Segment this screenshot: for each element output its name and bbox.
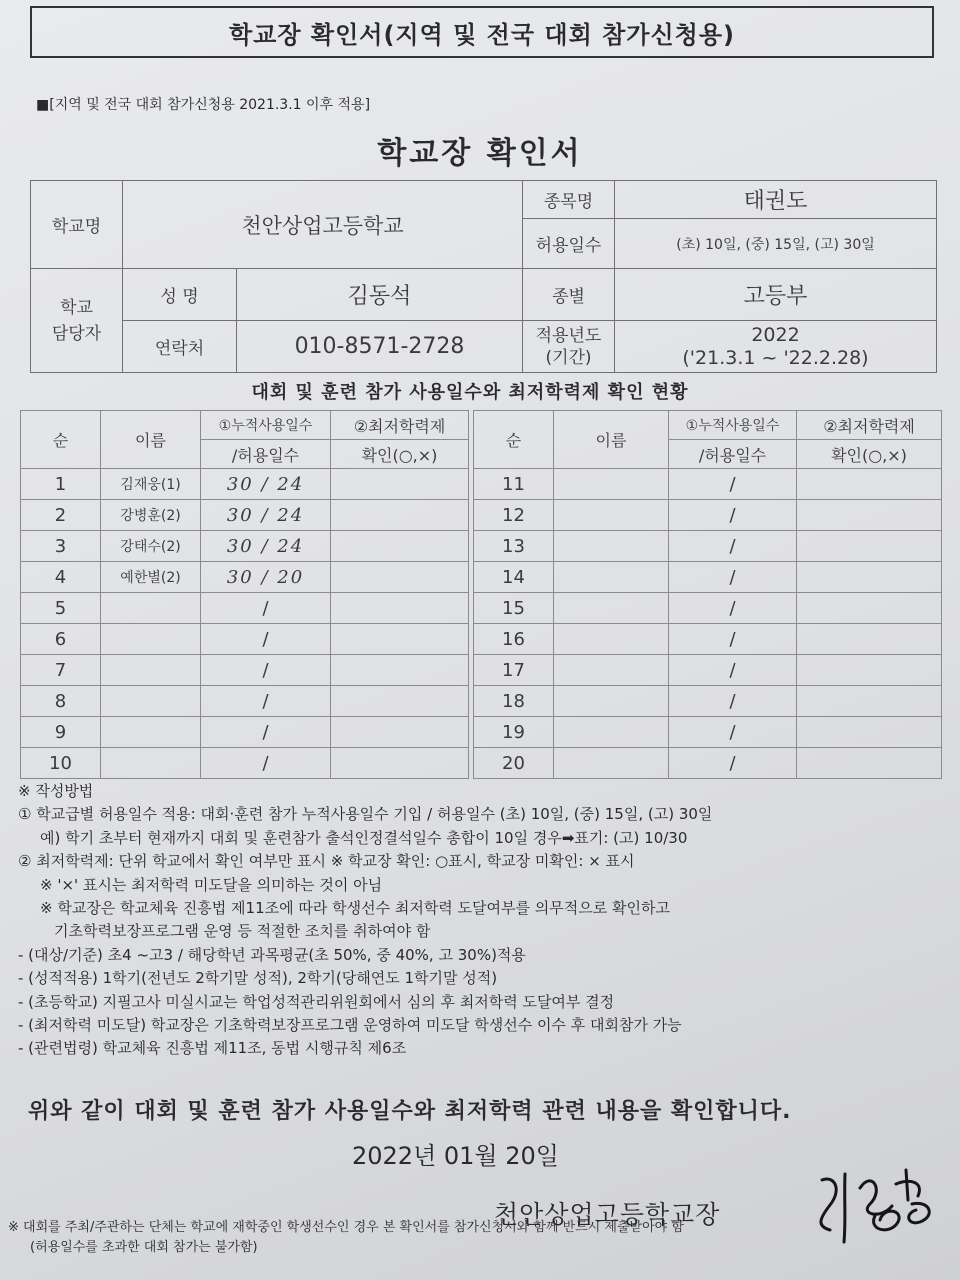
note-line: ※ 학교장은 학교체육 진흥법 제11조에 따라 학생선수 최저학력 도달여부를 의무적으로 확인하고: [40, 899, 670, 918]
days-used: /: [669, 593, 797, 624]
col-min-subheader: 확인(○,×): [331, 440, 469, 469]
note-line: ※ '×' 표시는 최저학력 미도달을 의미하는 것이 아님: [40, 875, 383, 894]
min-achievement-check: [797, 500, 942, 531]
footnote-line: (허용일수를 초과한 대회 참가는 불가함): [30, 1240, 258, 1255]
days-used: 30 / 20: [201, 562, 331, 593]
table-row: [21, 562, 942, 593]
col-name-header-right: 이름: [554, 411, 669, 469]
athlete-name: [101, 593, 201, 624]
note-line: ① 학교급별 허용일수 적용: 대회·훈련 참가 누적사용일수 기입 / 허용일수 (초) 10일, (중) 15일, (고) 30일: [18, 805, 713, 824]
division-value: 고등부: [615, 269, 937, 321]
min-achievement-check: [797, 748, 942, 779]
note-line: ② 최저학력제: 단위 학교에서 확인 여부만 표시 ※ 학교장 확인: ○표시, 학교장 미확인: × 표시: [18, 852, 635, 871]
athlete-name: [554, 686, 669, 717]
form-title-box: [30, 6, 934, 58]
min-achievement-check: [797, 593, 942, 624]
period-value: [615, 321, 937, 373]
note-line: ※ 작성방법: [18, 782, 94, 800]
min-achievement-check: [331, 531, 469, 562]
days-used: /: [669, 717, 797, 748]
confirmation-statement: 위와 같이 대회 및 훈련 참가 사용일수와 최저학력 관련 내용을 확인합니다.: [28, 1099, 792, 1124]
min-achievement-check: [331, 748, 469, 779]
min-achievement-check: [797, 531, 942, 562]
table-row: [21, 593, 942, 624]
footnote-line: ※ 대회를 주최/주관하는 단체는 학교에 재학중인 학생선수인 경우 본 확인서를 참가신청서와 함께 반드시 제출받아야 함: [8, 1220, 684, 1235]
days-used: /: [669, 655, 797, 686]
school-info-table: [30, 180, 937, 373]
row-number: 8: [21, 686, 101, 717]
row-number: 19: [474, 717, 554, 748]
allowed-days-label: 허용일수: [523, 219, 615, 269]
days-used: /: [201, 686, 331, 717]
note-line: - (대상/기준) 초4 ~고3 / 해당학년 과목평균(초 50%, 중 40%, 고 30%)적용: [18, 945, 526, 964]
days-used: /: [669, 469, 797, 500]
days-used: /: [201, 748, 331, 779]
days-used: /: [201, 593, 331, 624]
row-number: 6: [21, 624, 101, 655]
page-title: 학교장 확인서: [377, 136, 583, 171]
row-number: 15: [474, 593, 554, 624]
days-used: /: [669, 748, 797, 779]
athlete-name: [554, 717, 669, 748]
days-used: /: [201, 655, 331, 686]
athlete-name: 김재웅(1): [101, 469, 201, 500]
min-achievement-check: [797, 562, 942, 593]
col-days-subheader: /허용일수: [201, 440, 331, 469]
row-number: 3: [21, 531, 101, 562]
days-used: /: [669, 531, 797, 562]
min-achievement-check: [797, 655, 942, 686]
athlete-name: [101, 624, 201, 655]
days-used: /: [201, 624, 331, 655]
min-achievement-check: [331, 624, 469, 655]
col-days-header-right: ①누적사용일수: [669, 411, 797, 440]
col-min-header-right: ②최저학력제: [797, 411, 942, 440]
allowed-days-value: (초) 10일, (중) 15일, (고) 30일: [615, 219, 937, 269]
contact-label: 연락처: [123, 321, 237, 373]
row-number: 9: [21, 717, 101, 748]
row-number: 10: [21, 748, 101, 779]
athlete-name: [554, 469, 669, 500]
row-number: 13: [474, 531, 554, 562]
person-name-label: 성 명: [123, 269, 237, 321]
athlete-name: [101, 655, 201, 686]
days-used: /: [201, 717, 331, 748]
col-days-subheader-right: /허용일수: [669, 440, 797, 469]
row-number: 16: [474, 624, 554, 655]
row-number: 2: [21, 500, 101, 531]
athlete-name: 강태수(2): [101, 531, 201, 562]
school-name-value: 천안상업고등학교: [123, 181, 523, 269]
table-row: [21, 748, 942, 779]
min-achievement-check: [797, 469, 942, 500]
athlete-name: [554, 655, 669, 686]
days-used: /: [669, 562, 797, 593]
min-achievement-check: [331, 717, 469, 748]
period-label: 적용년도 (기간): [523, 321, 615, 373]
athlete-name: [554, 531, 669, 562]
school-name-label: 학교명: [31, 181, 123, 269]
row-number: 4: [21, 562, 101, 593]
min-achievement-check: [331, 655, 469, 686]
note-line: - (최저학력 미도달) 학교장은 기초학력보장프로그램 운영하여 미도달 학생선수 이수 후 대회참가 가능: [18, 1016, 682, 1035]
days-used: 30 / 24: [201, 500, 331, 531]
applicable-notice: ■[지역 및 전국 대회 참가신청용 2021.3.1 이후 적용]: [36, 97, 371, 113]
record-section-title: 대회 및 훈련 참가 사용일수와 최저학력제 확인 현황: [251, 382, 689, 403]
col-days-header: ①누적사용일수: [201, 411, 331, 440]
athlete-name: [101, 686, 201, 717]
row-number: 12: [474, 500, 554, 531]
applicable-year: 2022: [751, 323, 800, 346]
table-row: [21, 469, 942, 500]
athlete-name: [101, 748, 201, 779]
athlete-name: [554, 500, 669, 531]
athlete-name: [554, 748, 669, 779]
athlete-name: [554, 593, 669, 624]
principal-title: 천안상업고등학교장: [494, 1200, 721, 1229]
athlete-name: [554, 562, 669, 593]
table-row: [21, 717, 942, 748]
note-line: 기초학력보장프로그램 운영 등 적절한 조치를 취하여야 함: [54, 922, 431, 941]
sport-label: 종목명: [523, 181, 615, 219]
min-achievement-check: [797, 717, 942, 748]
participation-record-table: [20, 410, 942, 779]
sport-value: 태권도: [615, 181, 937, 219]
table-row: [21, 655, 942, 686]
manager-label: 학교 담당자: [31, 269, 123, 373]
min-achievement-check: [331, 562, 469, 593]
note-line: - (관련법령) 학교체육 진흥법 제11조, 동법 시행규칙 제6조: [18, 1039, 407, 1058]
note-line: - (초등학교) 지필고사 미실시교는 학업성적관리위원회에서 심의 후 최저학력 도달여부 결정: [18, 992, 615, 1011]
issue-date: 2022년 01월 20일: [352, 1142, 559, 1170]
form-title: 학교장 확인서(지역 및 전국 대회 참가신청용): [228, 20, 736, 49]
division-label: 종별: [523, 269, 615, 321]
row-number: 17: [474, 655, 554, 686]
row-number: 20: [474, 748, 554, 779]
writing-instructions: [18, 780, 948, 1061]
athlete-name: [101, 717, 201, 748]
person-name-value: 김동석: [237, 269, 523, 321]
min-achievement-check: [331, 469, 469, 500]
note-line: 예) 학기 초부터 현재까지 대회 및 훈련참가 출석인정결석일수 총합이 10일 경우➡표기: (고) 10/30: [40, 828, 688, 847]
min-achievement-check: [331, 593, 469, 624]
row-number: 11: [474, 469, 554, 500]
col-no-header-right: 순: [474, 411, 554, 469]
table-row: [21, 531, 942, 562]
col-min-subheader-right: 확인(○,×): [797, 440, 942, 469]
min-achievement-check: [797, 686, 942, 717]
table-row: [21, 686, 942, 717]
days-used: 30 / 24: [201, 531, 331, 562]
contact-value: 010-8571-2728: [237, 321, 523, 373]
min-achievement-check: [797, 624, 942, 655]
days-used: 30 / 24: [201, 469, 331, 500]
applicable-period: ('21.3.1 ~ '22.2.28): [682, 346, 869, 369]
athlete-name: [554, 624, 669, 655]
row-number: 7: [21, 655, 101, 686]
table-row: [21, 624, 942, 655]
days-used: /: [669, 686, 797, 717]
athlete-name: 강병훈(2): [101, 500, 201, 531]
days-used: /: [669, 624, 797, 655]
min-achievement-check: [331, 500, 469, 531]
note-line: - (성적적용) 1학기(전년도 2학기말 성적), 2학기(당해연도 1학기말 성적): [18, 969, 498, 988]
table-row: [21, 500, 942, 531]
athlete-name: 예한별(2): [101, 562, 201, 593]
row-number: 5: [21, 593, 101, 624]
col-no-header: 순: [21, 411, 101, 469]
row-number: 18: [474, 686, 554, 717]
footnote: [8, 1218, 958, 1258]
min-achievement-check: [331, 686, 469, 717]
col-min-header: ②최저학력제: [331, 411, 469, 440]
row-number: 1: [21, 469, 101, 500]
col-name-header: 이름: [101, 411, 201, 469]
row-number: 14: [474, 562, 554, 593]
days-used: /: [669, 500, 797, 531]
